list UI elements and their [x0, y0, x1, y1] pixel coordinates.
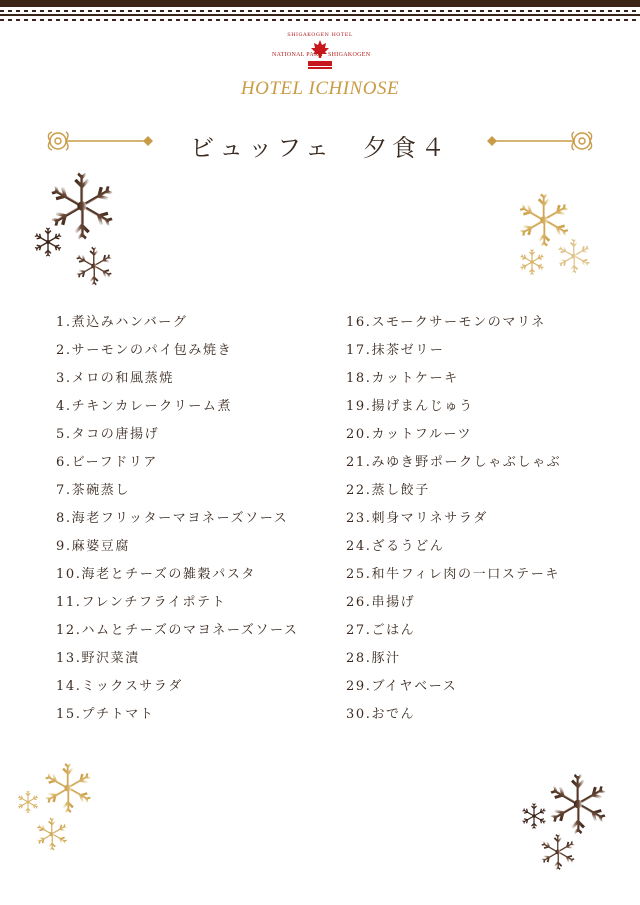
- menu-item: 24.ざるうどん: [346, 539, 445, 554]
- menu-item: 13.野沢菜漬: [56, 651, 140, 666]
- menu-item: 4.チキンカレークリーム煮: [56, 399, 233, 414]
- menu-item: 18.カットケーキ: [346, 371, 459, 386]
- menu-item: 5.タコの唐揚げ: [56, 427, 160, 442]
- menu-item: 26.串揚げ: [346, 595, 416, 610]
- hotel-name: HOTEL ICHINOSE: [240, 78, 400, 99]
- menu-item: 3.メロの和風蒸焼: [56, 371, 174, 386]
- menu-item: 20.カットフルーツ: [346, 427, 473, 442]
- menu-item: 6.ビーフドリア: [56, 455, 159, 470]
- logo-right-text: SHIGAKOGEN: [328, 52, 371, 58]
- menu-item: 30.おでん: [346, 707, 416, 722]
- logo-top-text: SHIGAKOGEN HOTEL: [287, 32, 353, 38]
- snowflake-cluster-bottom-right-icon: [516, 768, 616, 878]
- menu-item: 27.ごはん: [346, 623, 416, 638]
- menu-item: 7.茶碗蒸し: [56, 483, 131, 498]
- menu-column-left: [56, 314, 299, 734]
- menu-item: 19.揚げまんじゅう: [346, 399, 474, 414]
- menu-item: 1.煮込みハンバーグ: [56, 315, 188, 330]
- menu-item: 15.プチトマト: [56, 707, 155, 722]
- hotel-logo: [250, 28, 390, 74]
- logo-left-text: NATIONAL PARK: [272, 52, 323, 58]
- snowflake-cluster-top-right-icon: [510, 190, 610, 290]
- menu-column-right: [346, 314, 561, 734]
- top-border: [0, 0, 640, 30]
- menu-item: 9.麻婆豆腐: [56, 539, 131, 554]
- menu-item: 17.抹茶ゼリー: [346, 343, 445, 358]
- menu-item: 25.和牛フィレ肉の一口ステーキ: [346, 567, 560, 582]
- menu-item: 8.海老フリッターマヨネーズソース: [56, 511, 289, 526]
- menu-item: 23.刺身マリネサラダ: [346, 511, 488, 526]
- page-title: ビュッフェ 夕食４: [190, 134, 450, 162]
- menu-item: 14.ミックスサラダ: [56, 679, 183, 694]
- snowflake-cluster-bottom-left-icon: [14, 756, 104, 856]
- snowflake-cluster-top-left-icon: [30, 170, 130, 290]
- menu-item: 16.スモークサーモンのマリネ: [346, 315, 546, 330]
- menu-item: 11.フレンチフライポテト: [56, 595, 227, 610]
- menu-item: 29.ブイヤベース: [346, 679, 458, 694]
- menu-item: 2.サーモンのパイ包み焼き: [56, 343, 233, 358]
- menu-item: 22.蒸し餃子: [346, 483, 430, 498]
- menu-item: 12.ハムとチーズのマヨネーズソース: [56, 623, 299, 638]
- menu-item: 28.豚汁: [346, 651, 401, 666]
- menu-item: 21.みゆき野ポークしゃぶしゃぶ: [346, 455, 562, 470]
- menu-item: 10.海老とチーズの雑穀パスタ: [56, 567, 257, 582]
